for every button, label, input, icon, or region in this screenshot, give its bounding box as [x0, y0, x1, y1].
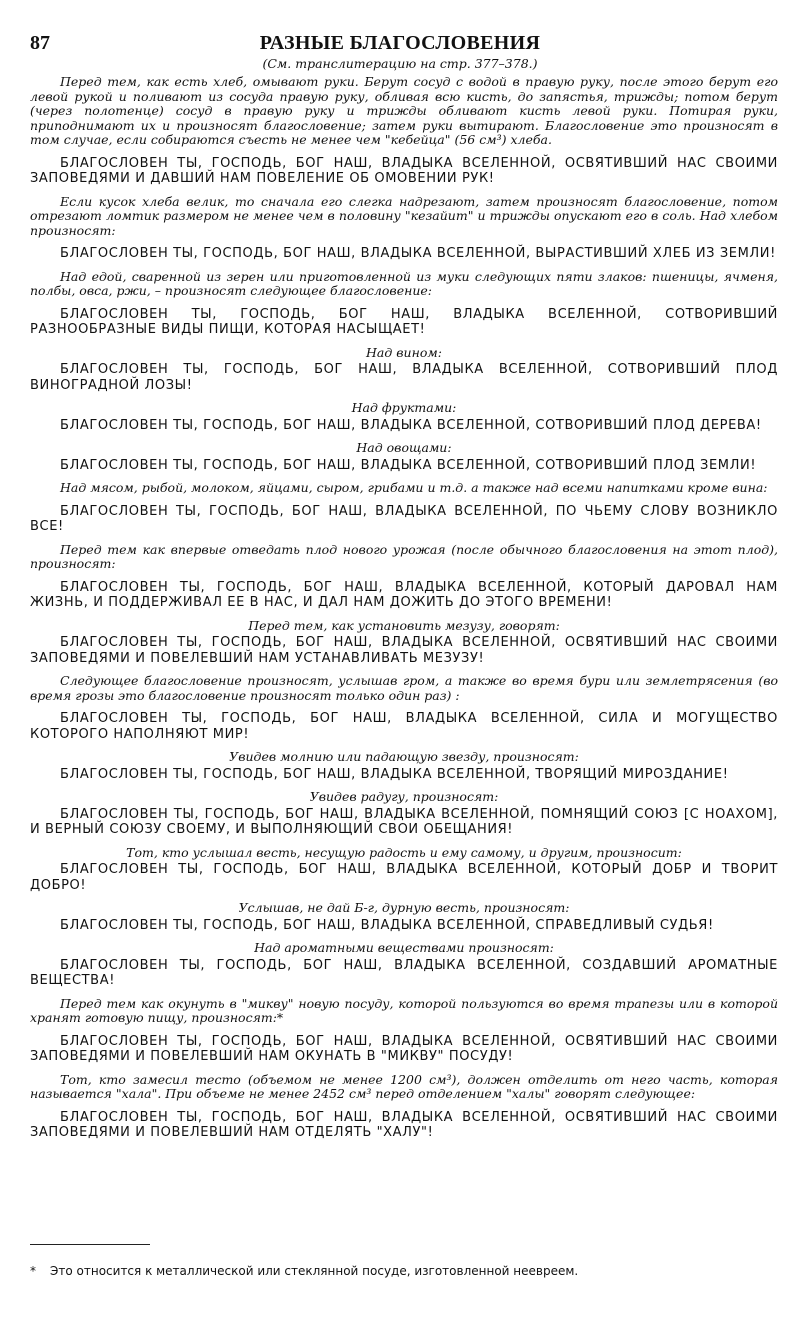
footnote-divider: [30, 1244, 150, 1245]
blessing-text: БЛАГОСЛОВЕН ТЫ, ГОСПОДЬ, БОГ НАШ, ВЛАДЫКА ВСЕЛЕННОЙ, СОТВОРИВШИЙ РАЗНООБРАЗНЫЕ ВИДЫ ПИЩИ, КОТОРАЯ НАСЫЩАЕТ!: [30, 306, 778, 337]
blessing-text: БЛАГОСЛОВЕН ТЫ, ГОСПОДЬ, БОГ НАШ, ВЛАДЫКА ВСЕЛЕННОЙ, ОСВЯТИВШИЙ НАС СВОИМИ ЗАПОВЕДЯМИ И ДАВШИЙ НАМ ПОВЕЛЕНИЕ ОБ ОМОВЕНИИ РУК!: [30, 155, 778, 186]
blessing-text: БЛАГОСЛОВЕН ТЫ, ГОСПОДЬ, БОГ НАШ, ВЛАДЫКА ВСЕЛЕННОЙ, СПРАВЕДЛИВЫЙ СУДЬЯ!: [60, 917, 714, 933]
blessing-text: БЛАГОСЛОВЕН ТЫ, ГОСПОДЬ, БОГ НАШ, ВЛАДЫКА ВСЕЛЕННОЙ, КОТОРЫЙ ДОБР И ТВОРИТ ДОБРО!: [30, 862, 778, 893]
blessing-text: БЛАГОСЛОВЕН ТЫ, ГОСПОДЬ, БОГ НАШ, ВЛАДЫКА ВСЕЛЕННОЙ, ПО ЧЬЕМУ СЛОВУ ВОЗНИКЛО ВСЕ!: [30, 503, 778, 534]
instruction-text: Следующее благословение произносят, услышав гром, а также во время бури или землетрясения (во время грозы это благословение произносят только один раз) :: [30, 673, 778, 703]
blessing-text: БЛАГОСЛОВЕН ТЫ, ГОСПОДЬ, БОГ НАШ, ВЛАДЫКА ВСЕЛЕННОЙ, ОСВЯТИВШИЙ НАС СВОИМИ ЗАПОВЕДЯМИ И ПОВЕЛЕВШИЙ НАМ УСТАНАВЛИВАТЬ МЕЗУЗУ!: [30, 635, 778, 666]
instruction-text: Перед тем как впервые отведать плод нового урожая (после обычного благословения на этот плод), произносят:: [30, 541, 778, 571]
instruction-heading: Увидев молнию или падающую звезду, произносят:: [229, 749, 579, 764]
instruction-heading: Тот, кто услышал весть, несущую радость и ему самому, и другим, произносит:: [126, 844, 682, 860]
instruction-heading: Перед тем, как установить мезузу, говорят:: [248, 617, 560, 633]
blessing-text: БЛАГОСЛОВЕН ТЫ, ГОСПОДЬ, БОГ НАШ, ВЛАДЫКА ВСЕЛЕННОЙ, КОТОРЫЙ ДАРОВАЛ НАМ ЖИЗНЬ, И ПОДДЕРЖИВАЛ ЕЕ В НАС, И ДАЛ НАМ ДОЖИТЬ ДО ЭТОГО ВРЕМЕНИ!: [30, 579, 778, 610]
blessing-text: БЛАГОСЛОВЕН ТЫ, ГОСПОДЬ, БОГ НАШ, ВЛАДЫКА ВСЕЛЕННОЙ, ТВОРЯЩИЙ МИРОЗДАНИЕ!: [60, 766, 729, 782]
blessing-text: БЛАГОСЛОВЕН ТЫ, ГОСПОДЬ, БОГ НАШ, ВЛАДЫКА ВСЕЛЕННОЙ, СОТВОРИВШИЙ ПЛОД ДЕРЕВА!: [60, 417, 762, 433]
blessing-text: БЛАГОСЛОВЕН ТЫ, ГОСПОДЬ, БОГ НАШ, ВЛАДЫКА ВСЕЛЕННОЙ, ПОМНЯЩИЙ СОЮЗ [С НОАХОМ], И ВЕРНЫЙ СОЮЗУ СВОЕМУ, И ВЫПОЛНЯЮЩИЙ СВОИ ОБЕЩАНИЯ!: [30, 806, 778, 837]
page-number: 87: [30, 32, 50, 54]
blessing-text: БЛАГОСЛОВЕН ТЫ, ГОСПОДЬ, БОГ НАШ, ВЛАДЫКА ВСЕЛЕННОЙ, СИЛА И МОГУЩЕСТВО КОТОРОГО НАПОЛНЯЮТ МИР!: [30, 711, 778, 742]
instruction-heading: Услышав, не дай Б-г, дурную весть, произносят:: [238, 900, 570, 915]
footnote-marker: *: [30, 1264, 36, 1278]
blessing-text: БЛАГОСЛОВЕН ТЫ, ГОСПОДЬ, БОГ НАШ, ВЛАДЫКА ВСЕЛЕННОЙ, ОСВЯТИВШИЙ НАС СВОИМИ ЗАПОВЕДЯМИ И ПОВЕЛЕВШИЙ НАМ ОКУНАТЬ В "МИКВУ" ПОСУДУ!: [30, 1033, 778, 1064]
instruction-heading: Увидев радугу, произносят:: [309, 789, 499, 804]
page-title: РАЗНЫЕ БЛАГОСЛОВЕНИЯ: [259, 32, 541, 54]
instruction-heading: Над вином:: [366, 344, 442, 360]
blessing-text: БЛАГОСЛОВЕН ТЫ, ГОСПОДЬ, БОГ НАШ, ВЛАДЫКА ВСЕЛЕННОЙ, СОТВОРИВШИЙ ПЛОД ЗЕМЛИ!: [60, 457, 757, 473]
instruction-text: Над едой, сваренной из зерен или приготовленной из муки следующих пяти злаков: пшеницы, ячменя, полбы, овса, ржи, – произносят следующее благословение:: [30, 268, 778, 298]
instruction-heading: Над фруктами:: [351, 400, 457, 415]
blessing-text: БЛАГОСЛОВЕН ТЫ, ГОСПОДЬ, БОГ НАШ, ВЛАДЫКА ВСЕЛЕННОЙ, ОСВЯТИВШИЙ НАС СВОИМИ ЗАПОВЕДЯМИ И ПОВЕЛЕВШИЙ НАМ ОТДЕЛЯТЬ "ХАЛУ"!: [30, 1109, 778, 1140]
page-body: [30, 75, 778, 1149]
blessing-text: БЛАГОСЛОВЕН ТЫ, ГОСПОДЬ, БОГ НАШ, ВЛАДЫКА ВСЕЛЕННОЙ, СОЗДАВШИЙ АРОМАТНЫЕ ВЕЩЕСТВА!: [30, 957, 778, 988]
instruction-text: Если кусок хлеба велик, то сначала его слегка надрезают, затем произносят благословение, потом отрезают ломтик размером не менее чем в половину "кезайит" и трижды опускают его в соль. Над хлебом произносят:: [30, 193, 778, 238]
instruction-text: Перед тем как окунуть в "микву" новую посуду, которой пользуются во время трапезы или в которой хранят готовую пищу, произносят:*: [30, 995, 778, 1025]
blessing-text: БЛАГОСЛОВЕН ТЫ, ГОСПОДЬ, БОГ НАШ, ВЛАДЫКА ВСЕЛЕННОЙ, СОТВОРИВШИЙ ПЛОД ВИНОГРАДНОЙ ЛОЗЫ!: [30, 362, 778, 393]
blessing-text: БЛАГОСЛОВЕН ТЫ, ГОСПОДЬ, БОГ НАШ, ВЛАДЫКА ВСЕЛЕННОЙ, ВЫРАСТИВШИЙ ХЛЕБ ИЗ ЗЕМЛИ!: [60, 246, 776, 261]
instruction-heading: Над овощами:: [356, 440, 452, 455]
instruction-text: Перед тем, как есть хлеб, омывают руки. Берут сосуд с водой в правую руку, после этого берут его левой рукой и поливают из сосуда правую руку, обливая всю кисть, до запястья, трижды; потом берут (через полотенце) сосуд в правую руку и трижды обливают кисть левой руки. Потирая руки, приподнимают их и произносят благословение; затем руки вытирают. Благословение это произносят в том случае, если собираются съесть не менее чем "кебейца" (56 см³) хлеба.: [30, 74, 778, 147]
instruction-text: Тот, кто замесил тесто (объемом не менее 1200 см³), должен отделить от него часть, которая называется "хала". При объеме не менее 2452 см³ перед отделением "халы" говорят следующее:: [30, 1071, 778, 1101]
instruction-text: Над мясом, рыбой, молоком, яйцами, сыром, грибами и т.д. а также над всеми напитками кроме вина:: [60, 480, 768, 495]
instruction-heading: Над ароматными веществами произносят:: [254, 940, 554, 955]
page-subtitle: (См. транслитерацию на стр. 377–378.): [262, 56, 538, 71]
footnote: [30, 1264, 770, 1278]
footnote-text: Это относится к металлической или стеклянной посуде, изготовленной неевреем.: [50, 1264, 579, 1278]
